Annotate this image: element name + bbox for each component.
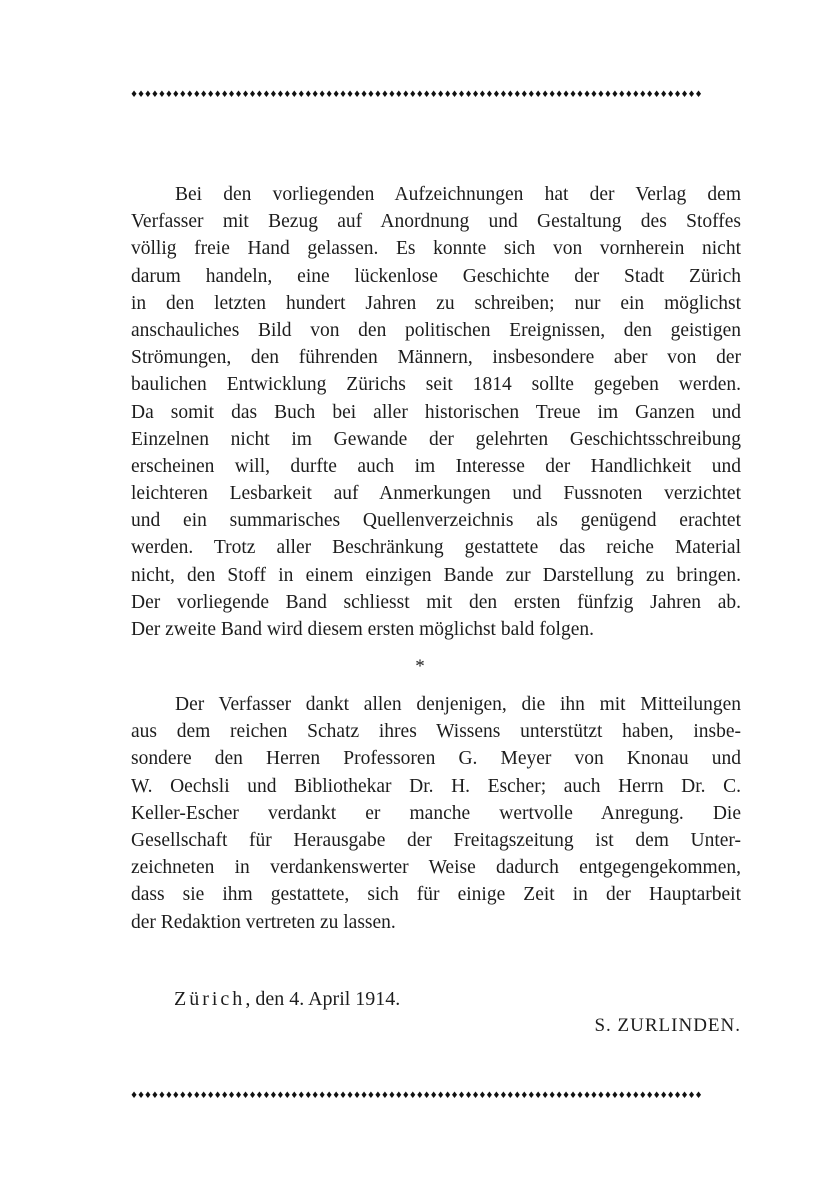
text-line: sondere den Herren Professoren G. Meyer von Knonau und [131, 748, 741, 770]
text-line: völlig freie Hand gelassen. Es konnte sich von vornherein nicht [131, 238, 741, 260]
text-line: zeichneten in verdankenswerter Weise dadurch entgegengekommen, [131, 857, 741, 879]
text-line: aus dem reichen Schatz ihres Wissens unterstützt haben, insbe- [131, 721, 741, 743]
text-line: nicht, den Stoff in einem einzigen Bande zur Darstellung zu bringen. [131, 564, 741, 586]
text-line: Keller-Escher verdankt er manche wertvolle Anregung. Die [131, 802, 741, 824]
text-line: Der zweite Band wird diesem ersten möglichst bald folgen. [131, 619, 594, 640]
text-line: baulichen Entwicklung Zürichs seit 1814 sollte gegeben werden. [131, 374, 741, 396]
place-name: Zürich [174, 988, 246, 1010]
text-line: Strömungen, den führenden Männern, insbesondere aber von der [131, 347, 741, 369]
text-line: darum handeln, eine lückenlose Geschichte der Stadt Zürich [131, 265, 741, 287]
text-line: werden. Trotz aller Beschränkung gestattete das reiche Material [131, 537, 741, 559]
date-text: , den 4. April 1914. [245, 988, 401, 1010]
section-separator-asterisk: * [415, 656, 425, 677]
text-line: und ein summarisches Quellenverzeichnis als genügend erachtet [131, 510, 741, 532]
bottom-ornament-rule: ♦♦♦♦♦♦♦♦♦♦♦♦♦♦♦♦♦♦♦♦♦♦♦♦♦♦♦♦♦♦♦♦♦♦♦♦♦♦♦♦♦♦♦♦♦♦♦♦♦♦♦♦♦♦♦♦♦♦♦♦♦♦♦♦♦♦♦♦♦♦♦♦♦♦♦♦♦♦♦♦♦♦ [130, 1091, 702, 1101]
text-line: W. Oechsli und Bibliothekar Dr. H. Escher; auch Herrn Dr. C. [131, 775, 741, 797]
place-and-date [174, 985, 400, 1013]
text-line: der Redaktion vertreten zu lassen. [131, 911, 396, 933]
text-line: anschauliches Bild von den politischen Ereignissen, den geistigen [131, 319, 741, 341]
text-line: dass sie ihm gestattete, sich für einige Zeit in der Hauptarbeit [131, 884, 741, 906]
text-line: Bei den vorliegenden Aufzeichnungen hat der Verlag dem [175, 184, 741, 205]
text-line: Der vorliegende Band schliesst mit den ersten fünfzig Jahren ab. [131, 591, 741, 613]
text-line: in den letzten hundert Jahren zu schreiben; nur ein möglichst [131, 292, 741, 314]
text-line: Einzelnen nicht im Gewande der gelehrten Geschichtsschreibung [131, 428, 741, 450]
author-signature: S. ZURLINDEN. [594, 1015, 741, 1036]
preface-paragraph-1 [131, 181, 741, 643]
preface-paragraph-2 [131, 691, 741, 936]
top-ornament-rule: ♦♦♦♦♦♦♦♦♦♦♦♦♦♦♦♦♦♦♦♦♦♦♦♦♦♦♦♦♦♦♦♦♦♦♦♦♦♦♦♦♦♦♦♦♦♦♦♦♦♦♦♦♦♦♦♦♦♦♦♦♦♦♦♦♦♦♦♦♦♦♦♦♦♦♦♦♦♦♦♦♦♦ [130, 90, 702, 100]
text-line: Da somit das Buch bei aller historischen Treue im Ganzen und [131, 401, 741, 423]
text-line: Der Verfasser dankt allen denjenigen, die ihn mit Mitteilungen [175, 694, 741, 715]
text-line: Gesellschaft für Herausgabe der Freitagszeitung ist dem Unter- [131, 829, 741, 851]
text-line: leichteren Lesbarkeit auf Anmerkungen und Fussnoten verzichtet [131, 483, 741, 505]
text-line: erscheinen will, durfte auch im Interesse der Handlichkeit und [131, 455, 741, 477]
text-line: Verfasser mit Bezug auf Anordnung und Gestaltung des Stoffes [131, 211, 741, 233]
